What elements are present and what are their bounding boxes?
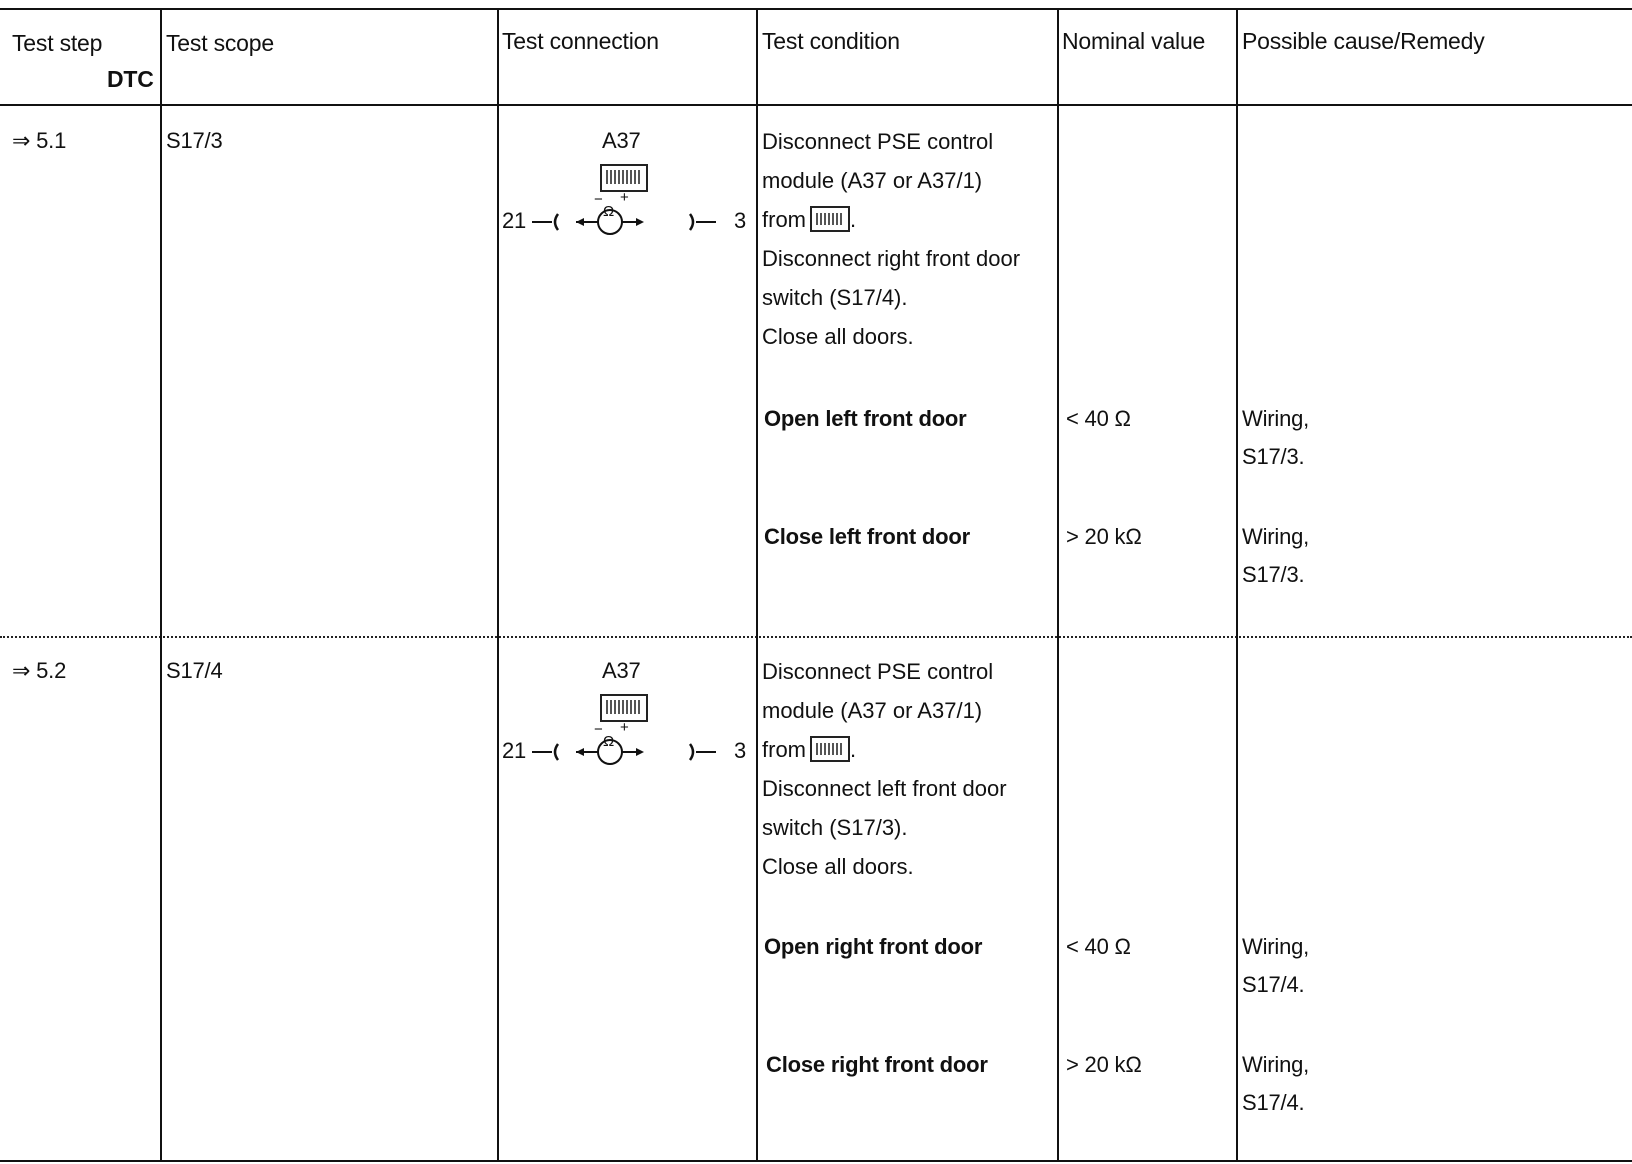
- pin-left: 21: [502, 738, 527, 763]
- row-separator: [0, 636, 1632, 638]
- minus-sign: −: [594, 721, 603, 738]
- setup-line: Disconnect PSE control: [762, 659, 994, 684]
- nominal-value: < 40 Ω: [1066, 934, 1131, 959]
- test-condition: Open left front door: [764, 406, 967, 431]
- test-scope-value: S17/4: [166, 658, 223, 683]
- connector-box-grid: [606, 170, 642, 184]
- possible-cause: Wiring,: [1242, 524, 1310, 549]
- setup-line: module (A37 or A37/1): [762, 168, 983, 193]
- setup-line: module (A37 or A37/1): [762, 698, 983, 723]
- nominal-value: > 20 kΩ: [1066, 524, 1142, 549]
- header-test-scope: Test scope: [166, 30, 274, 56]
- ohm-symbol: Ω: [603, 203, 615, 220]
- setup-line: switch (S17/4).: [762, 285, 908, 310]
- test-condition: Close right front door: [766, 1052, 988, 1077]
- possible-cause: S17/4.: [1242, 972, 1305, 997]
- possible-cause: S17/4.: [1242, 1090, 1305, 1115]
- pin-left: 21: [502, 208, 527, 233]
- test-scope-value: S17/3: [166, 128, 223, 153]
- col-divider-scope: [497, 8, 499, 1162]
- plus-sign: +: [620, 719, 629, 736]
- setup-line: Close all doors.: [762, 854, 914, 879]
- setup-period: .: [850, 737, 857, 762]
- nominal-value: < 40 Ω: [1066, 406, 1131, 431]
- header-test-connection: Test connection: [502, 28, 659, 54]
- setup-line: Disconnect right front door: [762, 246, 1021, 271]
- col-divider-connection: [756, 8, 758, 1162]
- test-condition: Open right front door: [764, 934, 983, 959]
- setup-line: Disconnect left front door: [762, 776, 1007, 801]
- minus-sign: −: [594, 191, 603, 208]
- test-setup-instructions: [762, 652, 1052, 886]
- module-label: A37: [602, 658, 641, 683]
- col-divider-nominal: [1236, 8, 1238, 1162]
- col-divider-condition: [1057, 8, 1059, 1162]
- ohmmeter-icon: [532, 719, 752, 772]
- connector-box-grid: [606, 700, 642, 714]
- possible-cause: S17/3.: [1242, 562, 1305, 587]
- pin-right: 3: [734, 208, 747, 233]
- setup-line: switch (S17/3).: [762, 815, 908, 840]
- header-nominal-value: Nominal value: [1062, 28, 1206, 54]
- possible-cause: Wiring,: [1242, 934, 1310, 959]
- setup-from-label: from: [762, 207, 806, 232]
- header-possible-cause: Possible cause/Remedy: [1242, 28, 1485, 54]
- test-step-number: ⇒ 5.1: [12, 128, 67, 153]
- possible-cause: Wiring,: [1242, 1052, 1310, 1077]
- plus-sign: +: [620, 189, 629, 206]
- connector-box-icon: [810, 206, 850, 232]
- setup-line: Disconnect PSE control: [762, 129, 994, 154]
- test-setup-instructions: [762, 122, 1052, 356]
- ohmmeter-icon: [532, 189, 752, 242]
- setup-from-label: from: [762, 737, 806, 762]
- setup-period: .: [850, 207, 857, 232]
- test-condition: Close left front door: [764, 524, 971, 549]
- module-label: A37: [602, 128, 641, 153]
- ohm-symbol: Ω: [603, 733, 615, 750]
- setup-line: [762, 730, 1052, 769]
- test-connection-diagram: [502, 652, 752, 772]
- pin-right: 3: [734, 738, 747, 763]
- possible-cause: Wiring,: [1242, 406, 1310, 431]
- possible-cause: S17/3.: [1242, 444, 1305, 469]
- header-dtc: DTC: [107, 66, 154, 92]
- nominal-value: > 20 kΩ: [1066, 1052, 1142, 1077]
- setup-line: [762, 200, 1052, 239]
- table-top-rule: [0, 8, 1632, 10]
- test-connection-diagram: [502, 122, 752, 242]
- test-step-number: ⇒ 5.2: [12, 658, 67, 683]
- header-test-condition: Test condition: [762, 28, 900, 54]
- header-test-step: Test step: [12, 30, 103, 56]
- table-bottom-rule: [0, 1160, 1632, 1162]
- setup-line: Close all doors.: [762, 324, 914, 349]
- col-divider-step: [160, 8, 162, 1162]
- header-bottom-rule: [0, 104, 1632, 106]
- connector-box-icon: [810, 736, 850, 762]
